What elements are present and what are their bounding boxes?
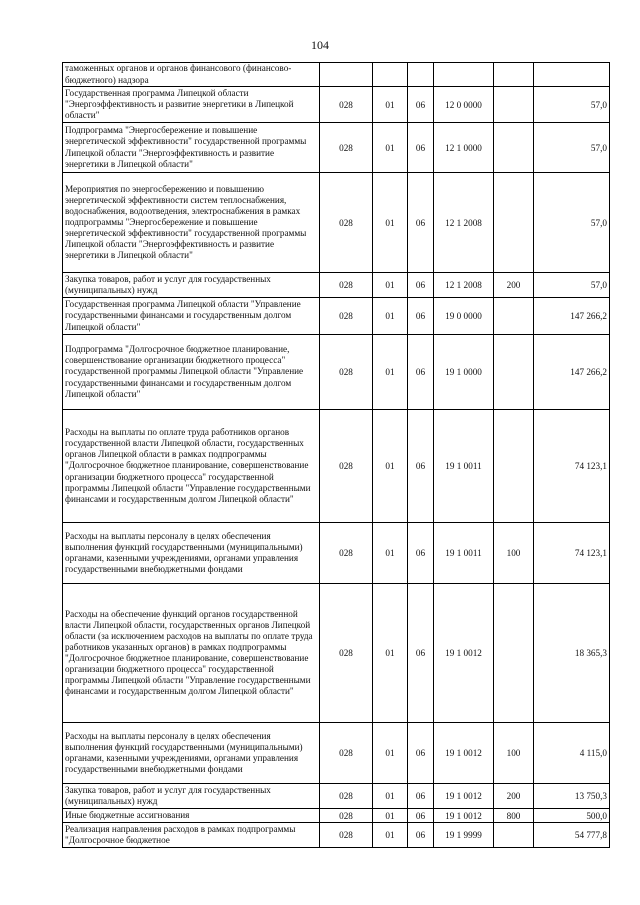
row-amount: 57,0 — [534, 123, 610, 173]
row-rz: 01 — [373, 273, 408, 298]
row-name: Иные бюджетные ассигнования — [63, 809, 320, 823]
row-name: Государственная программа Липецкой области "Энергоэффективность и развитие энергетики в Липецкой области" — [63, 87, 320, 123]
row-rz: 01 — [373, 87, 408, 123]
row-csr: 12 1 2008 — [434, 273, 494, 298]
row-pr: 06 — [408, 173, 434, 273]
row-name: Закупка товаров, работ и услуг для государственных (муниципальных) нужд — [63, 273, 320, 298]
row-rz: 01 — [373, 298, 408, 335]
row-name: Закупка товаров, работ и услуг для государственных (муниципальных) нужд — [63, 784, 320, 809]
budget-table — [62, 62, 610, 848]
row-ved: 028 — [320, 523, 373, 584]
row-rz: 01 — [373, 410, 408, 523]
row-amount: 147 266,2 — [534, 298, 610, 335]
row-pr: 06 — [408, 410, 434, 523]
row-amount: 74 123,1 — [534, 523, 610, 584]
row-pr: 06 — [408, 335, 434, 410]
table-row — [63, 584, 610, 723]
row-rz: 01 — [373, 335, 408, 410]
row-ved: 028 — [320, 809, 373, 823]
row-rz: 01 — [373, 723, 408, 784]
row-name: Расходы на обеспечение функций органов государственной власти Липецкой области, государственных органов Липецкой области (за исключением расходов на выплаты по оплате труда работников указанных органов) в рамках подпрограммы "Долгосрочное бюджетное планирование, совершенствование организации бюджетного процесса" государственной программы Липецкой области "Управление государственными финансами и государственным долгом Липецкой области" — [63, 584, 320, 723]
row-ved: 028 — [320, 173, 373, 273]
row-amount: 147 266,2 — [534, 335, 610, 410]
row-vr: 100 — [494, 523, 534, 584]
row-vr — [494, 123, 534, 173]
row-pr: 06 — [408, 87, 434, 123]
row-csr: 19 1 0012 — [434, 809, 494, 823]
row-csr — [434, 63, 494, 87]
row-vr: 800 — [494, 809, 534, 823]
row-amount: 18 365,3 — [534, 584, 610, 723]
row-vr: 200 — [494, 784, 534, 809]
row-rz: 01 — [373, 173, 408, 273]
table-row — [63, 410, 610, 523]
row-csr: 19 1 9999 — [434, 823, 494, 848]
row-vr — [494, 87, 534, 123]
row-amount: 57,0 — [534, 273, 610, 298]
row-csr: 12 0 0000 — [434, 87, 494, 123]
row-vr — [494, 335, 534, 410]
table-row — [63, 123, 610, 173]
row-rz: 01 — [373, 523, 408, 584]
row-pr: 06 — [408, 723, 434, 784]
row-ved: 028 — [320, 410, 373, 523]
row-csr: 19 1 0011 — [434, 410, 494, 523]
table-row — [63, 523, 610, 584]
row-vr — [494, 584, 534, 723]
row-pr — [408, 63, 434, 87]
page-number: 104 — [311, 38, 329, 52]
table-row — [63, 823, 610, 848]
row-csr: 12 1 2008 — [434, 173, 494, 273]
row-name: Государственная программа Липецкой области "Управление государственными финансами и государственным долгом Липецкой области" — [63, 298, 320, 335]
row-csr: 19 0 0000 — [434, 298, 494, 335]
row-vr — [494, 823, 534, 848]
table-row — [63, 335, 610, 410]
row-rz: 01 — [373, 584, 408, 723]
row-ved: 028 — [320, 784, 373, 809]
row-amount: 74 123,1 — [534, 410, 610, 523]
row-rz: 01 — [373, 809, 408, 823]
row-vr — [494, 298, 534, 335]
row-ved: 028 — [320, 298, 373, 335]
table-row — [63, 87, 610, 123]
row-csr: 19 1 0011 — [434, 523, 494, 584]
row-amount — [534, 63, 610, 87]
row-amount: 4 115,0 — [534, 723, 610, 784]
row-csr: 19 1 0012 — [434, 723, 494, 784]
row-pr: 06 — [408, 784, 434, 809]
row-name: Мероприятия по энергосбережению и повышению энергетической эффективности систем теплоснабжения, водоснабжения, водоотведения, электроснабжения в рамках подпрограммы "Энергосбережение и повышение энергетической эффективности" государственной программы Липецкой области "Энергоэффективность и развитие энергетики в Липецкой области" — [63, 173, 320, 273]
row-ved: 028 — [320, 723, 373, 784]
row-vr — [494, 63, 534, 87]
row-amount: 57,0 — [534, 87, 610, 123]
row-ved: 028 — [320, 123, 373, 173]
table-row — [63, 723, 610, 784]
row-pr: 06 — [408, 273, 434, 298]
row-rz: 01 — [373, 123, 408, 173]
table-row — [63, 809, 610, 823]
row-name: Подпрограмма "Энергосбережение и повышение энергетической эффективности" государственной программы Липецкой области "Энергоэффективность и развитие энергетики в Липецкой области" — [63, 123, 320, 173]
row-pr: 06 — [408, 809, 434, 823]
row-pr: 06 — [408, 298, 434, 335]
row-vr — [494, 173, 534, 273]
table-row — [63, 63, 610, 87]
table-row — [63, 273, 610, 298]
table-row — [63, 298, 610, 335]
row-ved: 028 — [320, 87, 373, 123]
row-rz: 01 — [373, 784, 408, 809]
row-pr: 06 — [408, 584, 434, 723]
row-csr: 12 1 0000 — [434, 123, 494, 173]
row-csr: 19 1 0012 — [434, 784, 494, 809]
row-pr: 06 — [408, 523, 434, 584]
row-name: Расходы на выплаты персоналу в целях обеспечения выполнения функций государственными (муниципальными) органами, казенными учреждениями, органами управления государственными внебюджетными фондами — [63, 723, 320, 784]
row-rz: 01 — [373, 823, 408, 848]
row-name: Расходы на выплаты персоналу в целях обеспечения выполнения функций государственными (муниципальными) органами, казенными учреждениями, органами управления государственными внебюджетными фондами — [63, 523, 320, 584]
row-rz — [373, 63, 408, 87]
row-ved: 028 — [320, 823, 373, 848]
row-name: Расходы на выплаты по оплате труда работников органов государственной власти Липецкой области, государственных органов Липецкой области в рамках подпрограммы "Долгосрочное бюджетное планирование, совершенствование организации бюджетного процесса" государственной программы Липецкой области "Управление государственными финансами и государственным долгом Липецкой области" — [63, 410, 320, 523]
row-ved: 028 — [320, 335, 373, 410]
table-row — [63, 173, 610, 273]
row-name: Подпрограмма "Долгосрочное бюджетное планирование, совершенствование организации бюджетного процесса" государственной программы Липецкой области "Управление государственными финансами и государственным долгом Липецкой области" — [63, 335, 320, 410]
row-amount: 54 777,8 — [534, 823, 610, 848]
row-amount: 500,0 — [534, 809, 610, 823]
row-pr: 06 — [408, 823, 434, 848]
row-csr: 19 1 0012 — [434, 584, 494, 723]
row-csr: 19 1 0000 — [434, 335, 494, 410]
table-row — [63, 784, 610, 809]
row-name: таможенных органов и органов финансового (финансово-бюджетного) надзора — [63, 63, 320, 87]
row-ved: 028 — [320, 584, 373, 723]
row-name: Реализация направления расходов в рамках подпрограммы "Долгосрочное бюджетное — [63, 823, 320, 848]
row-amount: 57,0 — [534, 173, 610, 273]
row-vr: 100 — [494, 723, 534, 784]
row-ved — [320, 63, 373, 87]
row-vr: 200 — [494, 273, 534, 298]
row-pr: 06 — [408, 123, 434, 173]
row-vr — [494, 410, 534, 523]
row-ved: 028 — [320, 273, 373, 298]
row-amount: 13 750,3 — [534, 784, 610, 809]
